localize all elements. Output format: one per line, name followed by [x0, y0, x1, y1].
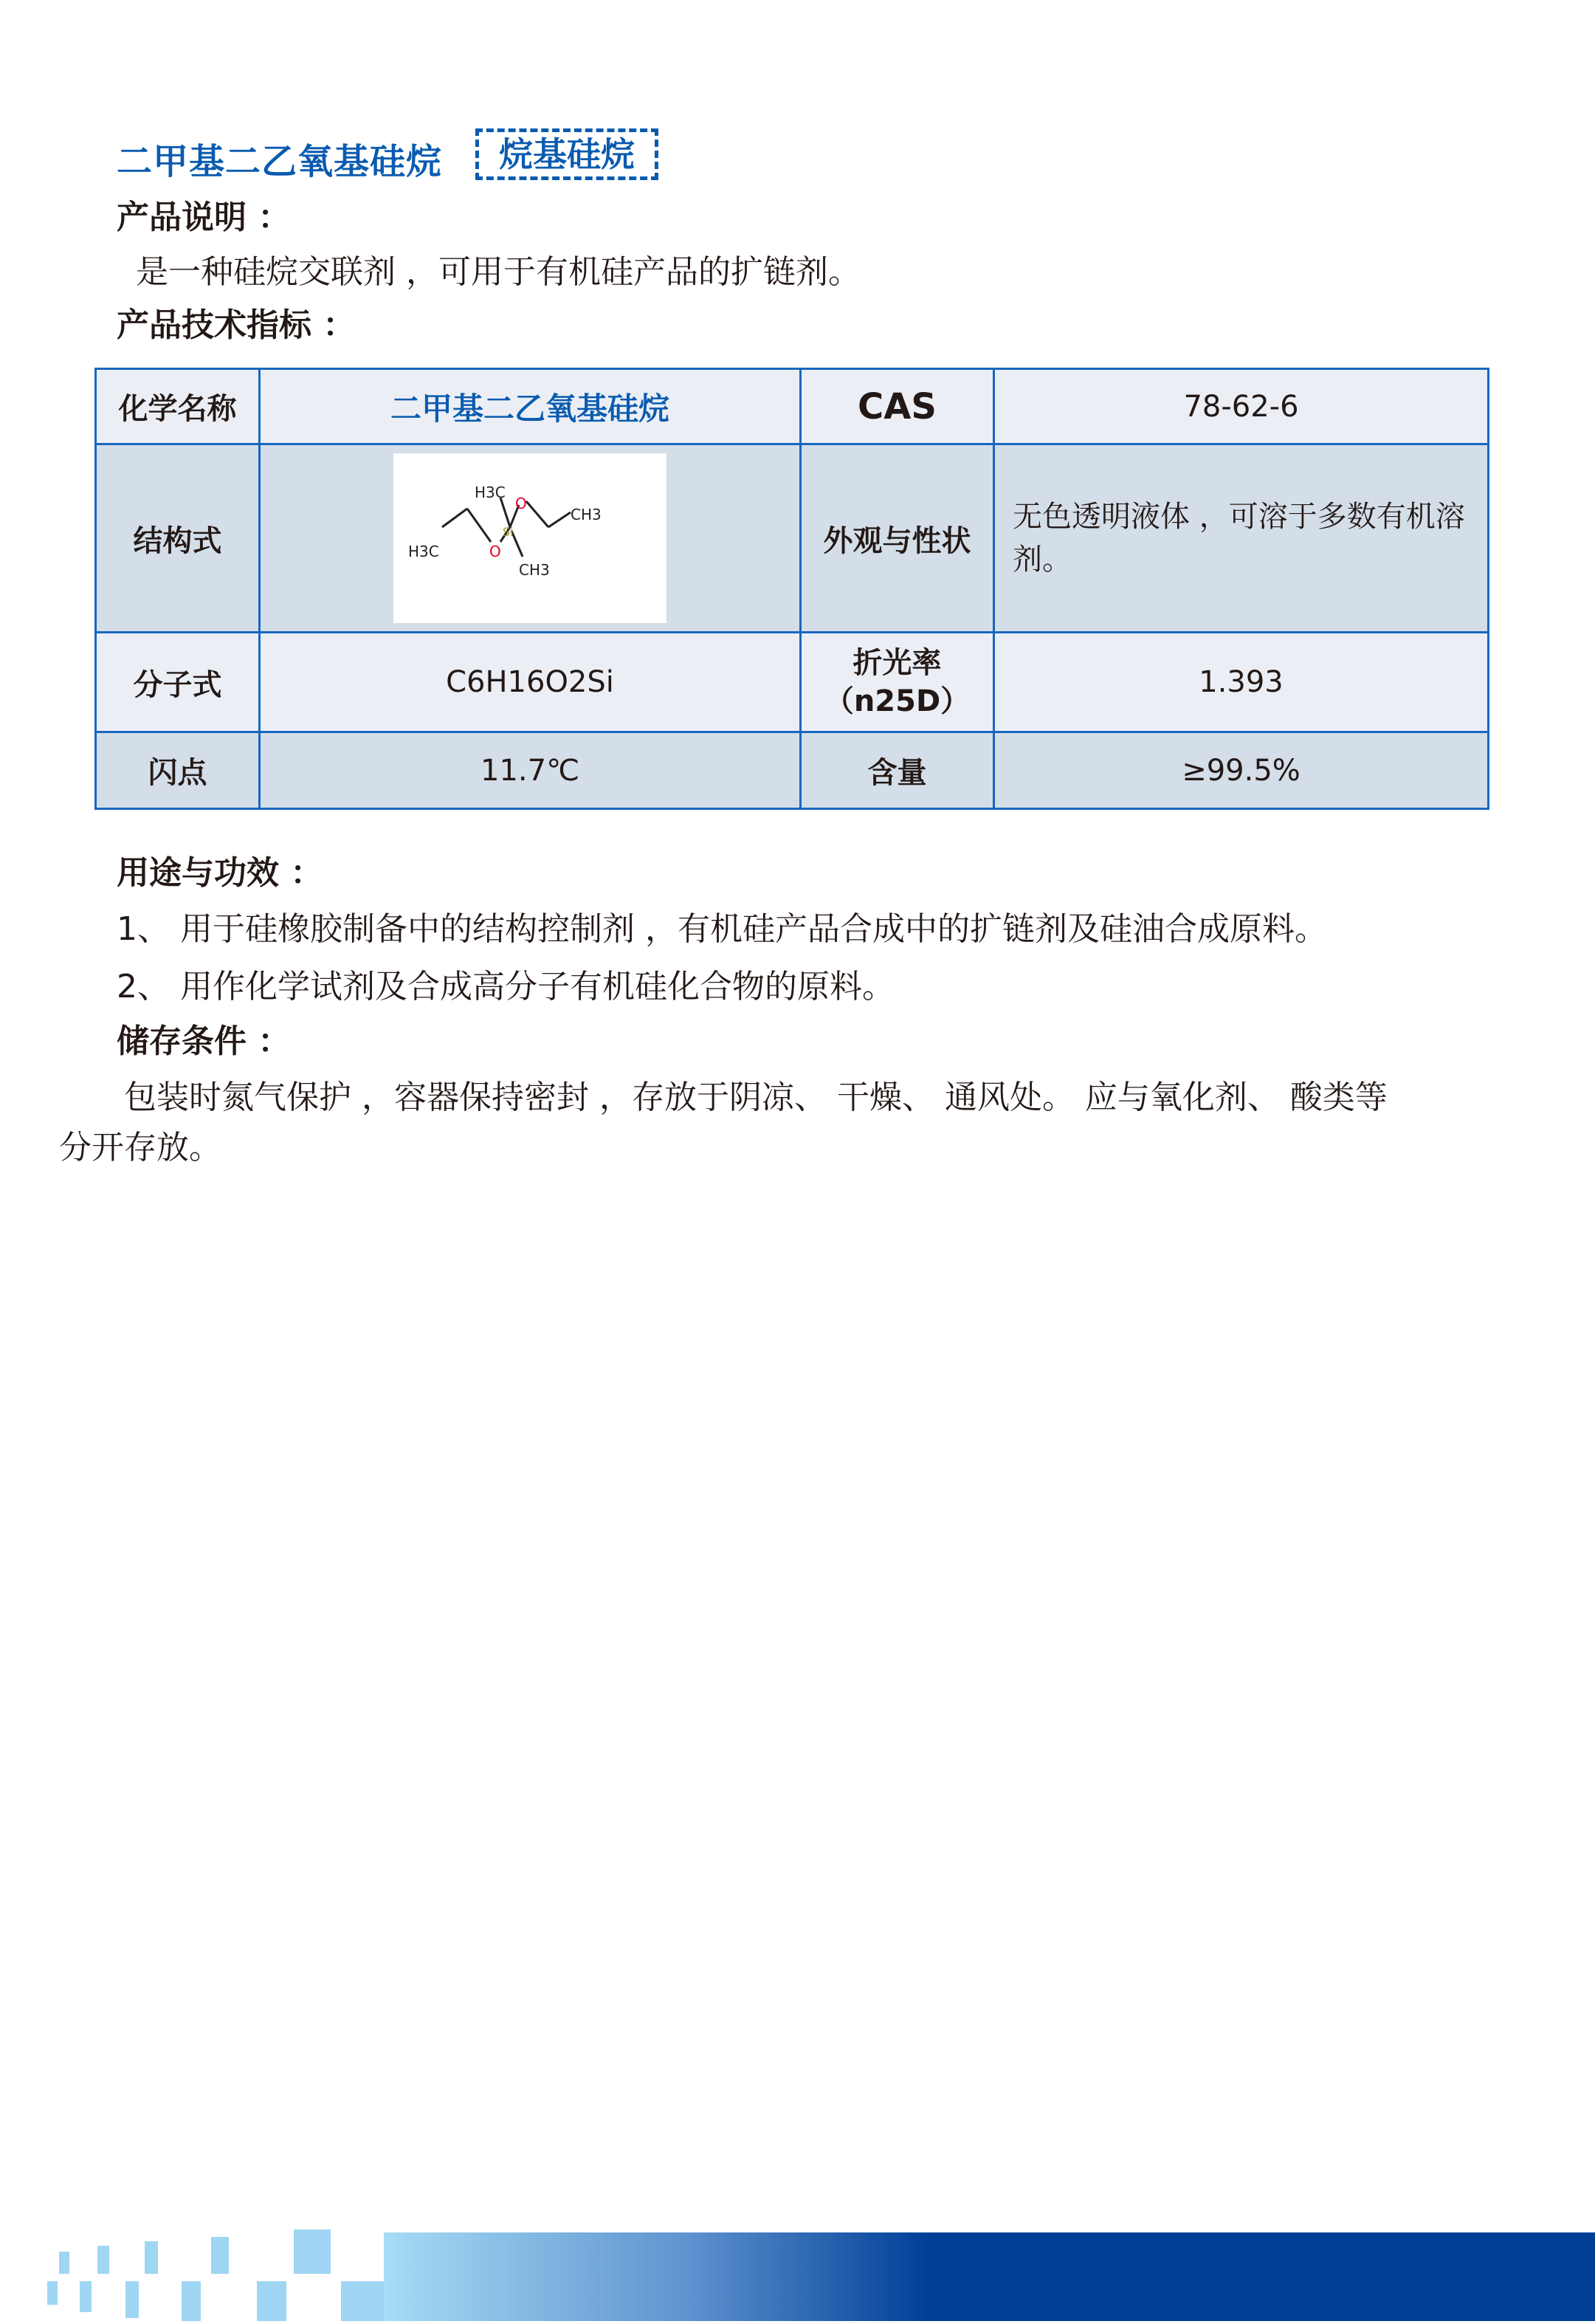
table-row — [96, 732, 1489, 809]
label-cell: 化学名称 — [96, 369, 260, 444]
table-row — [96, 369, 1489, 444]
value-cell: 11.7℃ — [260, 732, 801, 809]
value-cell: C6H16O2Si — [260, 633, 801, 732]
value-cell: 78-62-6 — [994, 369, 1489, 444]
label-cell: CAS — [801, 369, 994, 444]
usage-item: 1、 用于硅橡胶制备中的结构控制剂 ，有机硅产品合成中的扩链剂及硅油合成原料。 — [117, 910, 1327, 948]
structure-label: H3C — [408, 543, 439, 560]
structure-cell — [260, 444, 801, 633]
structure-label: CH3 — [571, 506, 602, 523]
footer-decoration — [0, 2230, 1595, 2321]
structure-label: H3C — [475, 484, 506, 501]
label-cell: 含量 — [801, 732, 994, 809]
table-row — [96, 444, 1489, 633]
usage-item: 2、 用作化学试剂及合成高分子有机硅化合物的原料。 — [117, 968, 895, 1005]
value-cell: 二甲基二乙氧基硅烷 — [260, 369, 801, 444]
specs-heading: 产品技术指标 ： — [117, 306, 356, 344]
label-cell: 折光率（n25D） — [801, 633, 994, 732]
value-cell: 无色透明液体 ，可溶于多数有机溶剂。 — [994, 444, 1489, 633]
description-text: 是一种硅烷交联剂 ，可用于有机硅产品的扩链剂。 — [136, 253, 861, 291]
structure-label: O — [489, 543, 501, 560]
product-title: 二甲基二乙氧基硅烷 — [117, 141, 443, 182]
usage-heading: 用途与功效 ： — [117, 854, 323, 892]
structure-label: O — [515, 495, 527, 512]
structure-label: CH3 — [519, 561, 550, 579]
storage-text: 分开存放。 — [59, 1129, 221, 1166]
table-row — [96, 633, 1489, 732]
value-cell: 1.393 — [994, 633, 1489, 732]
value-cell: ≥99.5% — [994, 732, 1489, 809]
structure-image — [393, 453, 666, 623]
label-cell: 外观与性状 — [801, 444, 994, 633]
specs-table — [94, 368, 1489, 810]
storage-heading: 储存条件 ： — [117, 1022, 291, 1060]
label-cell: 闪点 — [96, 732, 260, 809]
description-heading: 产品说明 ： — [117, 199, 291, 236]
structure-label: Si — [503, 525, 514, 539]
storage-text: 包装时氮气保护 ，容器保持密封 ，存放于阴凉、 干燥、 通风处。 应与氧化剂、 酸类等 — [124, 1079, 1388, 1116]
category-tag: 烷基硅烷 — [475, 128, 658, 180]
label-cell: 结构式 — [96, 444, 260, 633]
label-cell: 分子式 — [96, 633, 260, 732]
